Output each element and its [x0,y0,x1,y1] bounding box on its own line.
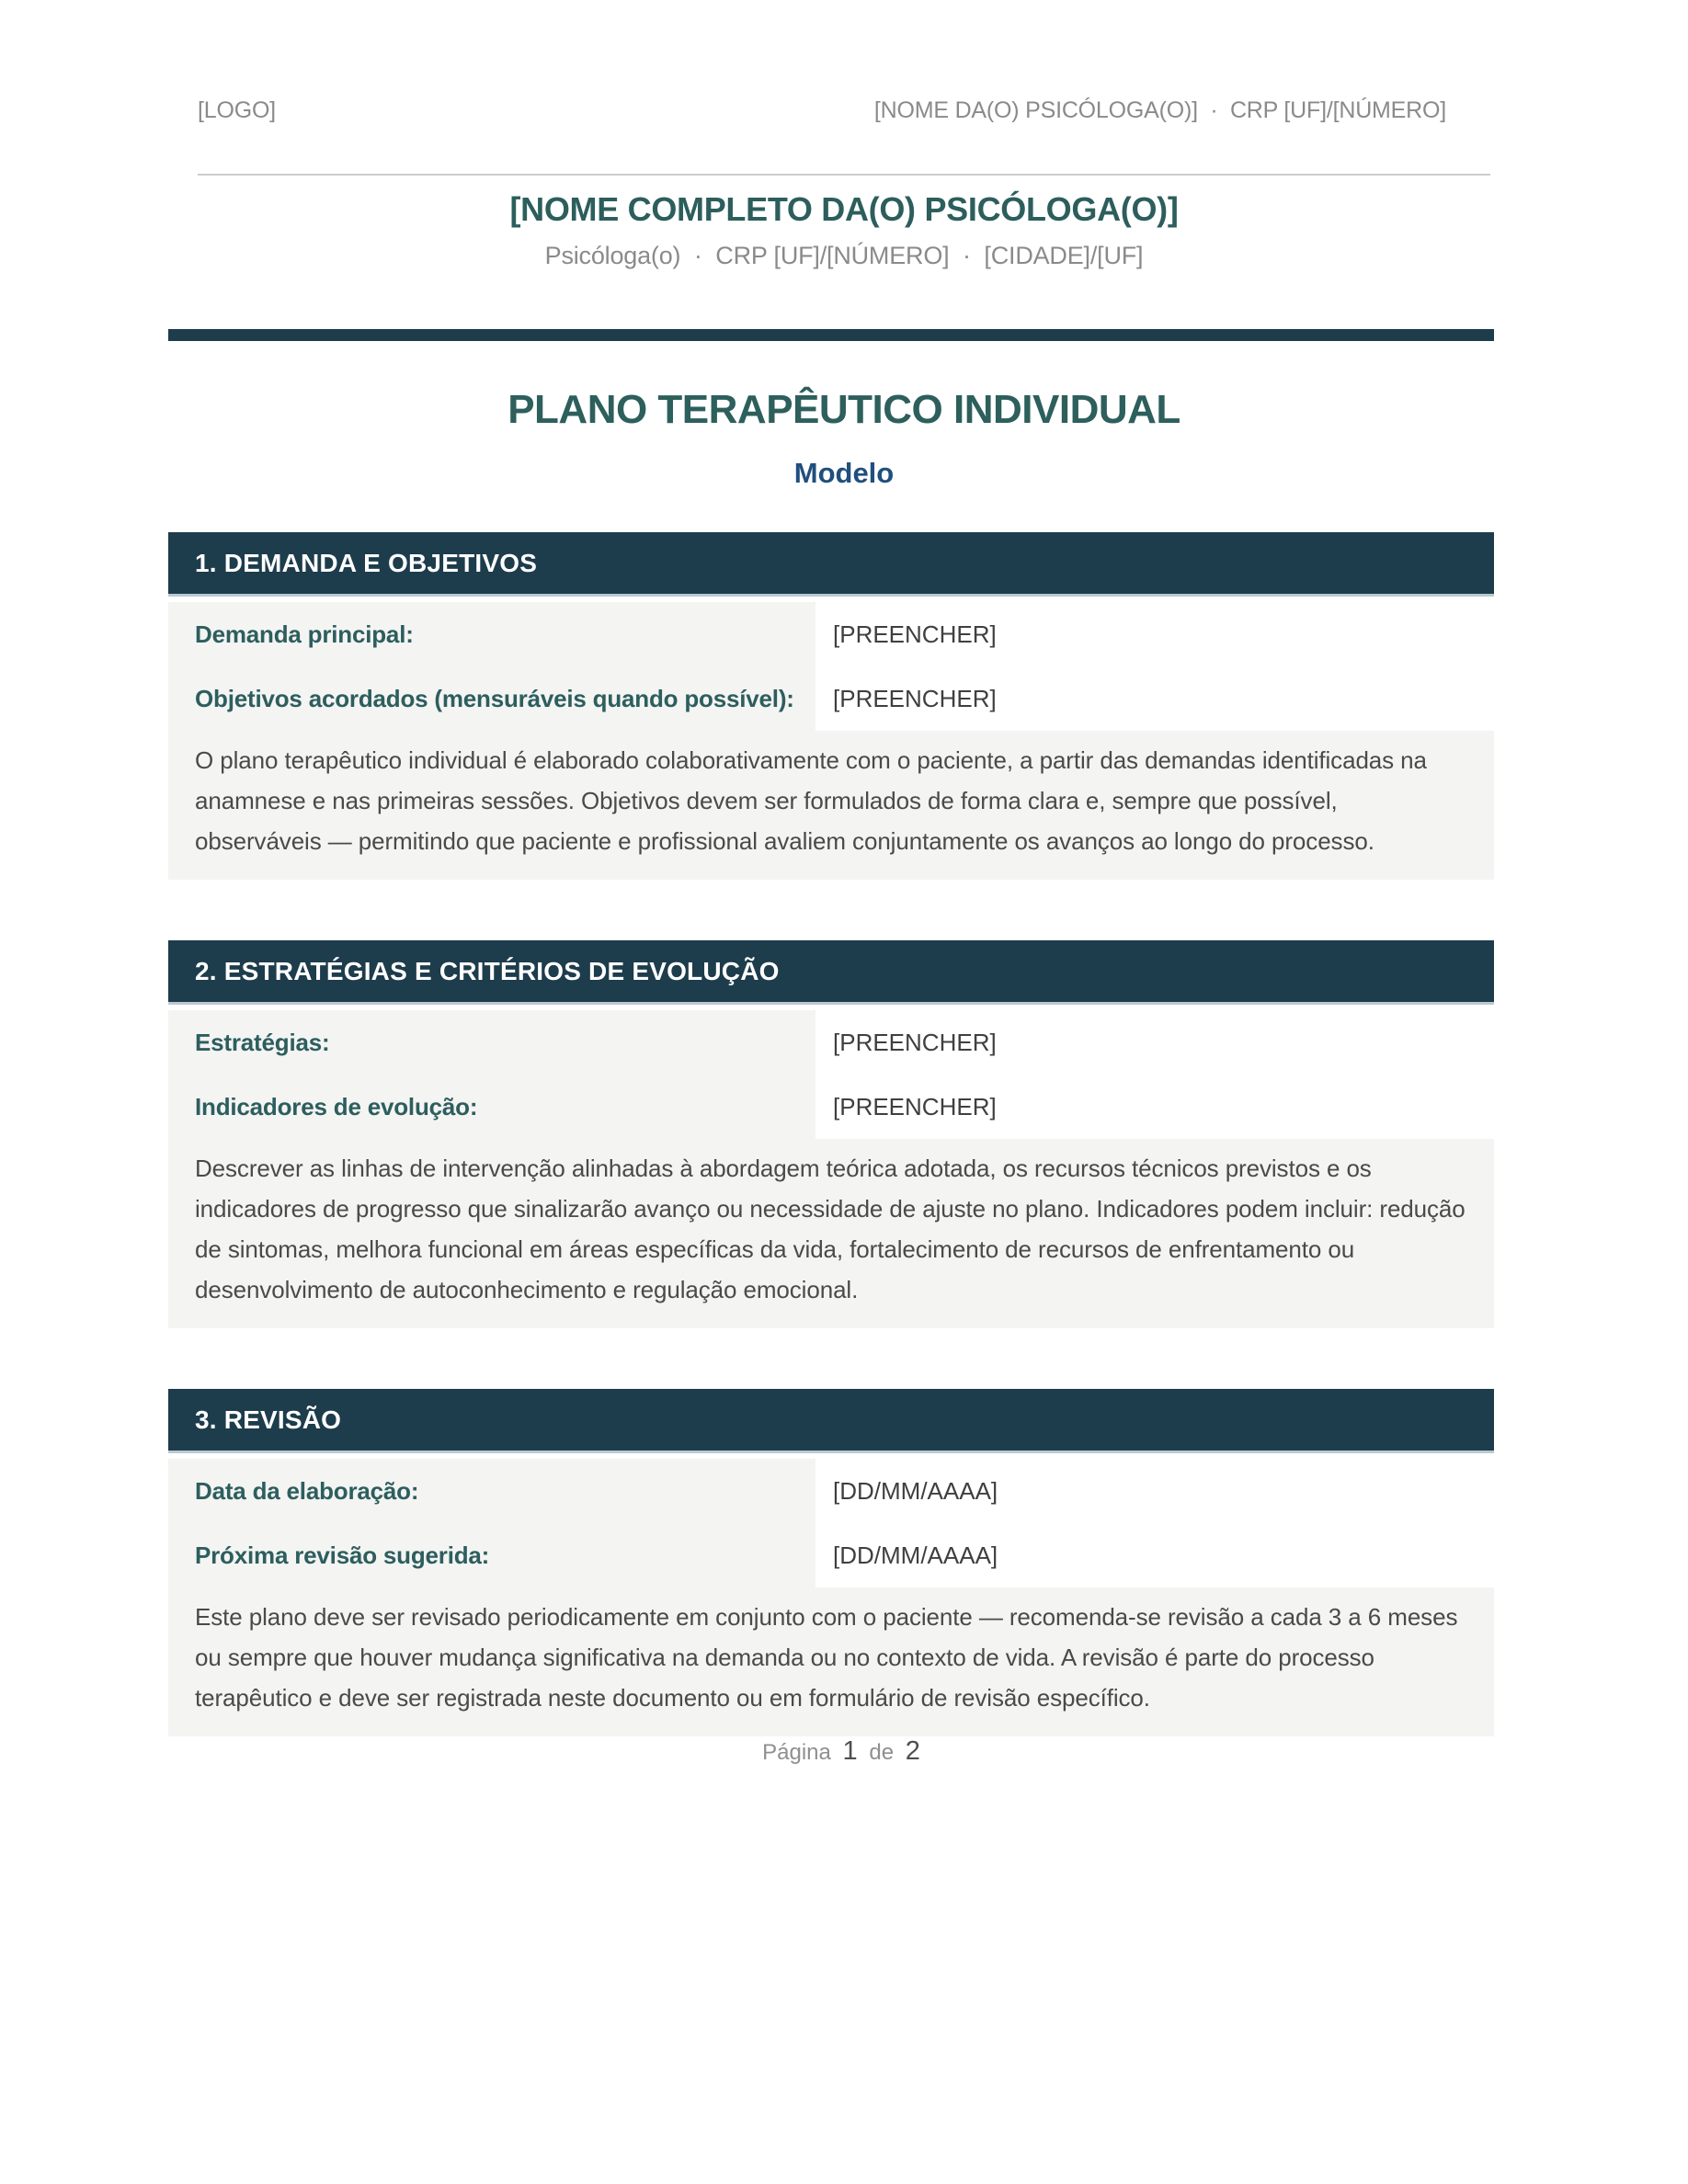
field-label: Próxima revisão sugerida: [168,1523,815,1587]
header-divider-rule [198,174,1490,176]
section-note: Este plano deve ser revisado periodicamente em conjunto com o paciente — recomenda-se revisão a cada 3 a 6 meses ou sempre que houver mudança significativa na demanda ou no contexto de vida. A revisão é parte do processo terapêutico e deve ser registrada neste documento ou em formulário de revisão específico. [168,1587,1494,1736]
professional-name: [NOME COMPLETO DA(O) PSICÓLOGA(O)] [509,190,1179,228]
professional-details: Psicóloga(o) · CRP [UF]/[NÚMERO] · [CIDADE]/[UF] [544,242,1144,269]
title-divider-bar [168,329,1494,341]
field-label: Indicadores de evolução: [168,1075,815,1139]
field-label: Demanda principal: [168,602,815,666]
field-value[interactable]: [PREENCHER] [815,602,1494,666]
field-row [168,1523,1494,1587]
field-value[interactable]: [DD/MM/AAAA] [815,1459,1494,1523]
field-row [168,1459,1494,1523]
running-header [198,97,1490,124]
section-header: 1. DEMANDA E OBJETIVOS [168,532,1494,597]
footer-total-pages: 2 [905,1736,920,1766]
field-label: Data da elaboração: [168,1459,815,1523]
field-label: Estratégias: [168,1010,815,1075]
section-note: O plano terapêutico individual é elaborado colaborativamente com o paciente, a partir das demandas identificadas na anamnese e nas primeiras sessões. Objetivos devem ser formulados de forma clara e, sempre que possível, observáveis — permitindo que paciente e profissional avaliem conjuntamente os avanços ao longo do processo. [168,731,1494,880]
section-note: Descrever as linhas de intervenção alinhadas à abordagem teórica adotada, os recursos técnicos previstos e os indicadores de progresso que sinalizarão avanço ou necessidade de ajuste no plano. Indicadores podem incluir: redução de sintomas, melhora funcional em áreas específicas da vida, fortalecimento de recursos de enfrentamento ou desenvolvimento de autoconhecimento e regulação emocional. [168,1139,1494,1328]
field-row [168,666,1494,731]
field-value[interactable]: [DD/MM/AAAA] [815,1523,1494,1587]
document-subtitle: Modelo [793,457,895,489]
field-value[interactable]: [PREENCHER] [815,1075,1494,1139]
section-estrategias-criterios [168,940,1494,1328]
field-value[interactable]: [PREENCHER] [815,666,1494,731]
footer-of-label: de [869,1740,895,1765]
field-value[interactable]: [PREENCHER] [815,1010,1494,1075]
field-row [168,602,1494,666]
field-label: Objetivos acordados (mensuráveis quando possível): [168,666,815,731]
field-row [168,1010,1494,1075]
section-header: 2. ESTRATÉGIAS E CRITÉRIOS DE EVOLUÇÃO [168,940,1494,1005]
field-row [168,1075,1494,1139]
section-revisao [168,1389,1494,1736]
sections-container [168,532,1494,1736]
logo-placeholder: [LOGO] [198,97,276,123]
footer-page-label: Página [762,1740,831,1765]
section-header: 3. REVISÃO [168,1389,1494,1453]
page-footer [0,1736,1688,1767]
document-title: PLANO TERAPÊUTICO INDIVIDUAL [508,387,1180,432]
footer-current-page: 1 [842,1736,858,1766]
header-credentials: [NOME DA(O) PSICÓLOGA(O)] · CRP [UF]/[NÚMERO] [873,97,1446,123]
section-demanda-objetivos [168,532,1494,880]
